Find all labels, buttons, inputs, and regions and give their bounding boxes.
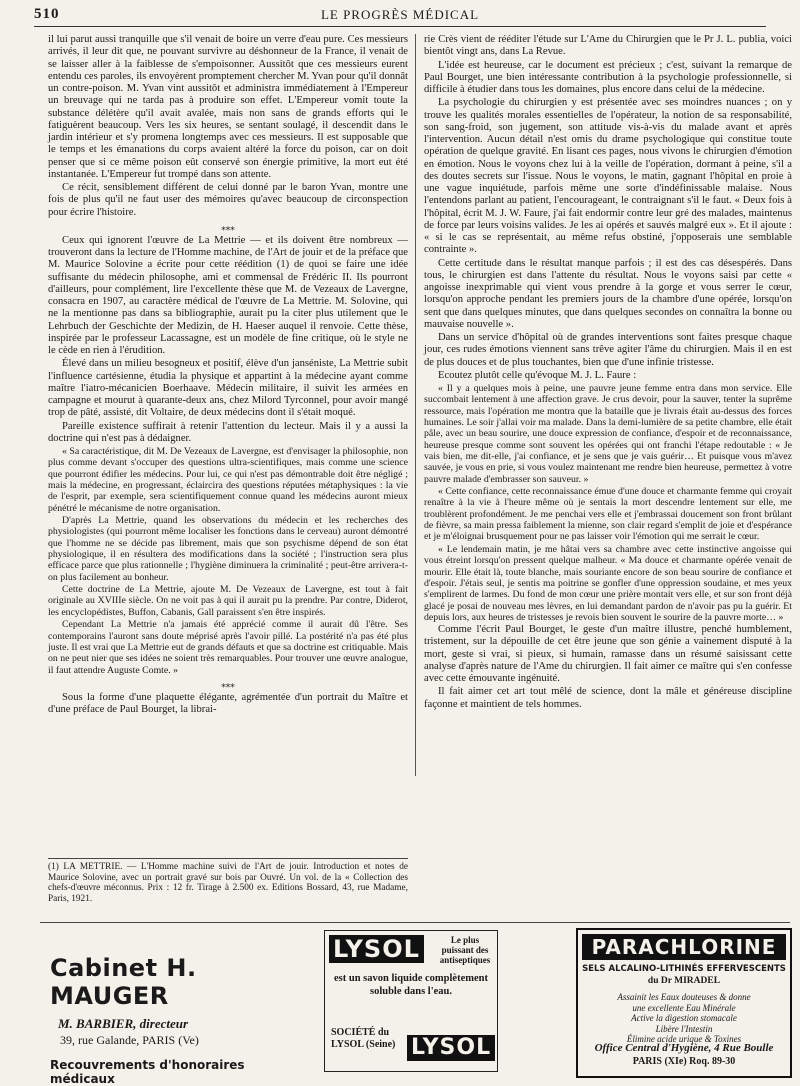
- ad-claim: Élimine acide urique & Toxines: [626, 1034, 742, 1044]
- paragraph: Cette certitude dans le résultat manque parfois ; il est des cas désespérés. Dans tous, le chirurgien est dans l'attente du résultat. Nous le voyons saisi par cette « angoisse inexprimable qui vient vous prendre à la gorge et vous serrer le cœur, lorsqu'on approche pendant les premiers jours de la chambre d'une opérée, lorsqu'on sent que dans quelques minutes, que dans quelques secondes on connaîtra la bonne ou mauvaise nouvelle ».: [424, 257, 792, 330]
- ad-lysol-tagline: Le plus puissant des antiseptiques: [439, 935, 491, 965]
- ads-divider: [40, 922, 790, 923]
- ad-lysol-society: SOCIÉTÉ du LYSOL (Seine): [331, 1027, 396, 1050]
- ad-parachlorine-author: du Dr MIRADEL: [647, 976, 721, 986]
- quotation: « Le lendemain matin, je me hâtai vers sa chambre avec cette instinctive angoisse qui vous étreint lorsqu'on pressent quelque malheur. « Ma douce et charmante opérée venait de mourir. Elle était là, toute blanche, mais souriante encore de son beau sourire de confiance et d'espoir. J'étais seul, je sentis ma poitrine se gonfler d'une oppression soudaine, et mes yeux s'emplirent de larmes. Du fond de mon cœur une prière montait vers elle, et sur son front déjà glacé je posai de nouveau mes lèvres, en lui demandant pardon de n'avoir pas pu la guérir. Et depuis lors, aux heures de tristesses je revois bien souvent le sourire de la pauvre morte… »: [424, 543, 792, 623]
- ad-parachlorine-logo: PARACHLORINE: [582, 934, 786, 960]
- ad-mauger-name: Cabinet H. MAUGER: [50, 954, 197, 1010]
- left-column: [48, 34, 408, 717]
- right-column: [424, 34, 792, 712]
- ad-claim: Libère l'Intestin: [655, 1023, 713, 1034]
- ad-parachlorine-address: PARIS (XIe) Roq. 89-30: [632, 1056, 736, 1067]
- paragraph: La psychologie du chirurgien y est présentée avec ses moindres nuances ; on y trouve les qualités morales essentielles de l'opérateur, la notion de sa responsabilité, son sang-froid, son jugement, son attitude vis-à-vis du malade avant et après l'intervention. Aucun détail n'est omis du drame psychologique qui constitue toute opération de quelque gravité. En lisant ces pages, nous vivons le chirurgien d'émotion en émotion. Nous le voyons chez lui à la veille de l'opération, dormant à peine, s'il a des doutes secrets sur l'issue. Nous le voyons, le matin, gagnant l'hôpital en proie à une vague inquiétude, parfois même une sorte d'indéfinissable malaise. Nous l'entendons parlant au patient, l'encourageant, le contraignant s'il le faut. « Deux fois à l'hôpital, écrit M. J. W. Faure, j'ai fait endormir contre leur gré des malades, maintenus de force par leurs voisins valides. Je les ai opérés et sauvés malgré eux ». Et il ajoute : « si le cas se représentait, au même refus obstiné, j'opposerais une semblable contrainte ».: [424, 97, 792, 256]
- paragraph: Ce récit, sensiblement différent de celui donné par le baron Yvan, montre une fois de plus qu'il ne faut user des mémoires qu'avec beaucoup de circonspection pour écrire l'histoire.: [48, 182, 408, 218]
- quotation: « Sa caractéristique, dit M. De Vezeaux de Lavergne, est d'envisager la philosophie, non plus comme devant s'occuper des questions ultra-scientifiques, mais comme une science que pourront édifier les médecins. Pour lui, ce qui n'est pas démontrable doit être négligé ; mais la médecine, en progressant, éclaircira des questions réputées métaphysiques : la vie de l'esprit, par exemple, sera scientifiquement connue quand les médecins auront mieux pénétré le mécanisme de notre organisation.: [48, 446, 408, 514]
- quotation: D'après La Mettrie, quand les observations du médecin et les recherches des physiologistes (qui pourront même localiser les fonctions dans le cerveau) auront démontré que l'homme ne se décide pas librement, mais que son psychisme dépend de son état physiologique, il en résultera des modifications dans la société ; l'instruction sera plus efficace parce que plus rationnelle ; l'hygiène diminuera la criminalité ; peut-être arrivera-t-on plus facilement au bonheur.: [48, 515, 408, 583]
- ad-parachlorine-office: Office Central d'Hygiène, 4 Rue Boulle: [594, 1042, 774, 1054]
- ad-parachlorine-claims: [588, 992, 780, 1045]
- ad-claim: Assainit les Eaux douteuses & donne: [617, 992, 751, 1002]
- page-number: 510: [34, 6, 60, 22]
- ad-mauger-address: 39, rue Galande, PARIS (Ve): [60, 1033, 199, 1047]
- paragraph: Sous la forme d'une plaquette élégante, agrémentée d'un portrait du Maître et d'une préface de Paul Bourget, la librai-: [48, 691, 408, 716]
- journal-title: LE PROGRÈS MÉDICAL: [320, 7, 480, 22]
- quotation: « Cette confiance, cette reconnaissance émue d'une douce et charmante femme qui croyait renaître à la vie à l'heure même où je sentais la mort descendre lentement sur elle, me troublèrent profondément. Je me penchai vers elle et j'embrassai doucement son front brûlant de fièvre, sa main pressa faiblement la mienne, son clair regard s'emplit de joie et d'espérance et je m'éloignai brusquement pour ne pas laisser voir l'émotion qui me serrait le cœur.: [424, 486, 792, 543]
- section-separator: ⁎⁎⁎: [221, 221, 235, 232]
- paragraph: L'idée est heureuse, car le document est précieux ; c'est, suivant la remarque de Paul Bourget, une bien intéressante contribution à la psychologie professionnelle, si difficile à étudier dans tous les domaines, plus encore dans celui de la médecine.: [424, 59, 792, 95]
- ad-mauger-service: Recouvrements d'honoraires médicaux: [50, 1058, 245, 1086]
- ad-claim: une excellente Eau Minérale: [632, 1002, 736, 1013]
- footnote: (1) LA METTRIE. — L'Homme machine suivi de l'Art de jouir. Introduction et notes de Maurice Solovine, avec un portrait gravé sur bois par Ouvré. Un vol. de la « Collection des chefs-d'œuvre méconnus. Prix : 12 fr. Tirage à 2.500 ex. Editions Bossard, 43, rue Madame, Paris, 1921.: [48, 862, 408, 905]
- paragraph: Pareille existence suffirait à retenir l'attention du lecteur. Mais il y a aussi la doctrine qui n'est pas à dédaigner.: [48, 420, 408, 444]
- quotation: « Il y a quelques mois à peine, une pauvre jeune femme entra dans mon service. Elle succombait lentement à une affection grave. Je crus devoir, pour la sauver, tenter la suprême ressource, mais l'opération me montra que la bataille que je livrais était au-dessus des forces humaines. Le soir j'allai voir ma malade. Dans la demi-lumière de sa petite chambre, elle était pâle, avec un beau sourire, une douce expression de confiance, d'espoir et de reconnaissance, heureuse presque comme sont souvent les opérées qui ont franchi l'étape redoutable : « Je vais bien, me dit-elle, j'ai confiance, et je sens que je vais guérir… Et puisque vous m'avez sauvée, je vous en prie, si vous voulez maintenant me rendre bien heureuse, permettez à votre pauvre malade d'embrasser son sauveur. »: [424, 383, 792, 485]
- ad-claim: Active la digestion stomacale: [631, 1013, 737, 1023]
- ad-lysol-logo-secondary: LYSOL: [407, 1035, 495, 1061]
- column-divider: [415, 34, 416, 776]
- ad-lysol-description: est un savon liquide complètement soluble dans l'eau.: [333, 973, 488, 997]
- section-separator: ⁎⁎⁎: [221, 678, 235, 689]
- ad-lysol: [324, 930, 498, 1072]
- page-header: [34, 4, 766, 27]
- paragraph: Dans un service d'hôpital où de grandes interventions sont faites presque chaque jour, ces rudes émotions viennent sans trêve agiter l'âme du chirurgien. Mais il en est de plus douces et de plus touchantes, bien que d'une infinie tristesse.: [424, 332, 792, 368]
- paragraph: Ecoutez plutôt celle qu'évoque M. J. L. Faure :: [438, 369, 637, 381]
- paragraph: il lui parut aussi tranquille que s'il venait de boire un verre d'eau pure. Ces messieurs arrivés, il leur dit que, ne pouvant survivre au déshonneur de la France, il venait de se laisser aller à la faiblesse de s'empoisonner. Aussitôt que ces messieurs eurent entendu ces paroles, ils envoyèrent promptement chercher M. Yvan pour qu'il donnât un contre-poison. M. Yvan vint aussitôt et administra immédiatement à l'Empereur un breuvage qui ne tarda pas à produire son effet. L'Empereur vomit toute la substance délétère qu'il avait avalée, mais non sans de grands efforts qui le fatiguèrent beaucoup. Vers les six heures, se sentant soulagé, il descendit dans le jardin intérieur et s'y promena longtemps avec ces messieurs. Il est supposable que le temps et les émanations du corps avaient altéré la force du poison, car on doit penser que si ce même poison eût conservé son énergie primitive, la mort eut été instantanée. L'Empereur fut trompé dans son attente.: [48, 34, 408, 180]
- ad-lysol-logo: LYSOL: [329, 935, 424, 963]
- ad-parachlorine: [576, 928, 792, 1078]
- footnote-divider: [48, 858, 408, 859]
- ad-cabinet-mauger: [50, 932, 290, 1086]
- paragraph: Il fait aimer cet art tout mêlé de science, dont la mâle et généreuse discipline façonne et maintient de tels hommes.: [424, 686, 792, 710]
- quotation: Cette doctrine de La Mettrie, ajoute M. De Vezeaux de Lavergne, est tout à fait originale au XVIIIe siècle. On ne voit pas à qui il aurait pu la prendre. Par contre, Diderot, les encyclopédistes, Buffon, Cabanis, Gall paraissent s'en être inspirés.: [48, 584, 408, 618]
- quotation: Cependant La Mettrie n'a jamais été apprécié comme il aurait dû l'être. Ses contemporains l'auront sans doute méprisé après l'avoir pillé. La postérité n'a pas été plus juste. Il est vrai que La Mettrie eut de grands défauts et que sa doctrine est critiquable. Mais on ne peut nier que ses idées ne soient très remarquables. Pour trouver une œuvre analogue, il faut attendre Auguste Comte. »: [48, 619, 408, 676]
- ad-parachlorine-subtitle: SELS ALCALINO-LITHINÉS EFFERVESCENTS: [582, 964, 786, 974]
- paragraph: Ceux qui ignorent l'œuvre de La Mettrie — et ils doivent être nombreux — trouveront dans la lecture de l'Homme machine, de l'Art de jouir et de la préface que M. Maurice Solovine a écrite pour cette réédition (1) de quoi se faire une idée suffisante du médecin philosophe, ami et commensal de Frédéric II. Ils pourront d'ailleurs, pour complément, lire l'excellente thèse que M. de Vezeaux de Lavergne, consacra en 1907, au caractère médical de l'œuvre de La Mettrie. M. Solovine, qui ne la mentionne pas dans sa bibliographie, aurait pu la citer plus utilement que le Lehrbuch der Geschichte der Medizin, de H. Haeser auquel il renvoie. Cette thèse, inspirée par le professeur Lacassagne, est un modèle de fine critique, où le style ne le cède en rien à l'érudition.: [48, 234, 408, 356]
- paragraph: Comme l'écrit Paul Bourget, le geste d'un maître illustre, penché humblement, tristement, sur la dépouille de cet être jeune que son génie a vainement disputé à la mort, geste si vrai, si pieux, si humain, ramasse dans un résumé saisissant cette analyse d'après nature de l'Ame du chirurgien. Il fait aimer ce maître qui s'en confesse avec cette émouvante ingénuité.: [424, 624, 792, 685]
- paragraph: Élevé dans un milieu besogneux et positif, élève d'un janséniste, La Mettrie subit l'influence cartésienne, étudia la physique et appartint à la médecine ayant comme maître l'iatro-mécanicien Boerhaave. Médecin militaire, il suivit les armées en campagne et mourut à quarante-deux ans, chez Milord Tyrconnel, pour avoir mangé trop de pâté, assisté, dit Voltaire, de deux médecins dont il s'était moqué.: [48, 358, 408, 419]
- ad-mauger-director: M. BARBIER, directeur: [58, 1016, 189, 1031]
- paragraph: rie Crès vient de rééditer l'étude sur L'Ame du Chirurgien que le Pr J. L. publia, voici bientôt vingt ans, dans La Revue.: [424, 34, 792, 58]
